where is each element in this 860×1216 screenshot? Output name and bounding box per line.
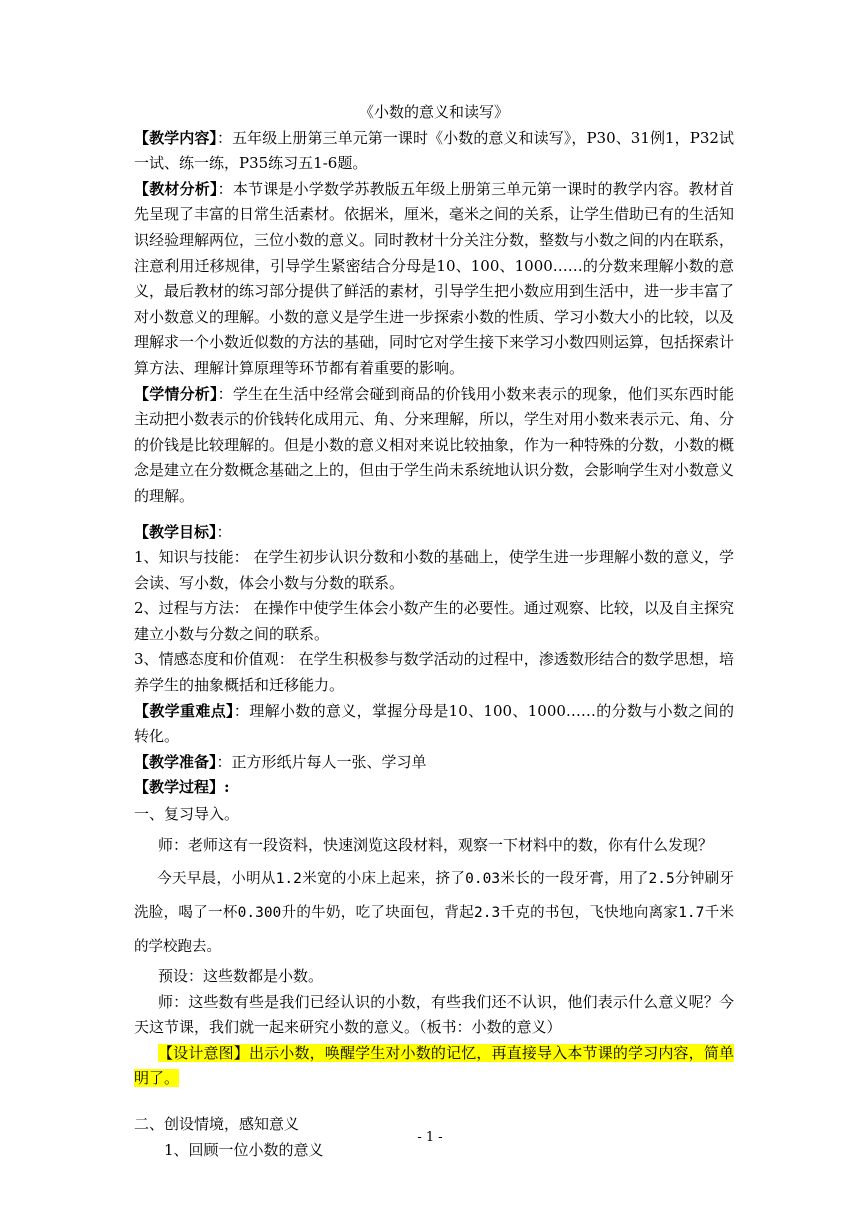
material-analysis: [134, 177, 734, 382]
teacher-line-1: 师：老师这有一段资料，快速浏览这段材料，观察一下材料中的数，你有什么发现？: [158, 836, 714, 855]
spacer: [134, 510, 734, 520]
teaching-prep-label: 【教学准备】: [134, 752, 217, 771]
key-difficulty: [134, 699, 734, 750]
teaching-goals-label: 【教学目标】: [134, 522, 217, 541]
teaching-goals-heading: [134, 520, 734, 546]
design-intent: [134, 1041, 734, 1092]
material-analysis-label: 【教材分析】: [134, 179, 218, 198]
document-title: 《小数的意义和读写》: [358, 103, 509, 121]
teacher-line-2: 师：这些数有些是我们已经认识的小数，有些我们还不认识，他们表示什么意义呢？今天这节课，我们就一起来研究小数的意义。（板书：小数的意义）: [134, 992, 734, 1037]
section-1-heading: 一、复习导入。: [134, 805, 240, 824]
learner-analysis-label: 【学情分析】: [134, 384, 218, 403]
key-difficulty-label: 【教学重难点】: [134, 701, 234, 720]
material-analysis-text: ：本节课是小学数学苏教版五年级上册第三单元第一课时的教学内容。教材首先呈现了丰富的日常生活素材。依据米，厘米，毫米之间的关系，让学生借助已有的生活知识经验理解两位，三位小数的意义。同时教材十分关注分数，整数与小数之间的内在联系，注意利用迁移规律，引导学生紧密结合分母是10、100、1000……的分数来理解小数的意义，最后教材的练习部分提供了鲜活的素材，引导学生把小数应用到生活中，进一步丰富了对小数意义的理解。小数的意义是学生进一步探索小数的性质、学习小数大小的比较，以及理解求一个小数近似数的方法的基础，同时它对学生接下来学习小数四则运算，包括探索计算方法、理解计算原理等环节都有着重要的影响。: [134, 179, 735, 377]
goal-1: 1、知识与技能： 在学生初步认识分数和小数的基础上，使学生进一步理解小数的意义，学会读、写小数，体会小数与分数的联系。: [134, 548, 734, 592]
section-2-heading: 二、创设情境，感知意义: [134, 1115, 300, 1133]
document-body: [134, 100, 734, 1163]
goal-3: 3、情感态度和价值观： 在学生积极参与数学活动的过程中，渗透数形结合的数学思想，培养学生的抽象概括和迁移能力。: [134, 650, 734, 695]
teaching-prep-text: ：正方形纸片每人一张、学习单: [216, 752, 427, 771]
teaching-content-label: 【教学内容】: [134, 128, 217, 147]
learner-analysis: [134, 382, 734, 510]
teaching-process-label: 【教学过程】: [134, 778, 225, 797]
teaching-prep: [134, 750, 734, 776]
teaching-content: [134, 126, 734, 177]
goal-2: 2、过程与方法： 在操作中使学生体会小数产生的必要性。通过观察、比较，以及自主探究建立小数与分数之间的联系。: [134, 599, 734, 643]
teaching-content-text: ：五年级上册第三单元第一课时《小数的意义和读写》，P30、31例1，P32试一试、练一练，P35练习五1-6题。: [134, 128, 734, 173]
teaching-process-colon: :: [224, 778, 230, 797]
key-difficulty-text: ：理解小数的意义，掌握分母是10、100、1000……的分数与小数之间的转化。: [134, 701, 734, 746]
preset-answer: 预设：这些数都是小数。: [158, 967, 324, 986]
design-intent-highlight: 【设计意图】出示小数，唤醒学生对小数的记忆，再直接导入本节课的学习内容，简单明了。: [134, 1043, 734, 1088]
subsection-1-heading: 1、回顾一位小数的意义: [164, 1140, 324, 1159]
spacer: [134, 1092, 734, 1112]
learner-analysis-text: ：学生在生活中经常会碰到商品的价钱用小数来表示的现象，他们买东西时能主动把小数表示的价钱转化成用元、角、分来理解，所以，学生对用小数来表示元、角、分的价钱是比较理解的。但是小数的意义相对来说比较抽象，作为一种特殊的分数，小数的概念是建立在分数概念基础之上的，但由于学生尚未系统地认识分数，会影响学生对小数意义的理解。: [134, 384, 735, 505]
teaching-process-heading: [134, 775, 734, 801]
story-paragraph: 今天早晨，小明从1.2米宽的小床上起来，挤了0.03米长的一段牙膏，用了2.5分钟刷牙洗脸，喝了一杯0.300升的牛奶，吃了块面包，背起2.3千克的书包，飞快地向离家1.7千米的学校跑去。: [134, 871, 734, 956]
teaching-goals-colon: ：: [216, 522, 232, 541]
page-number: - 1 -: [417, 1130, 443, 1145]
